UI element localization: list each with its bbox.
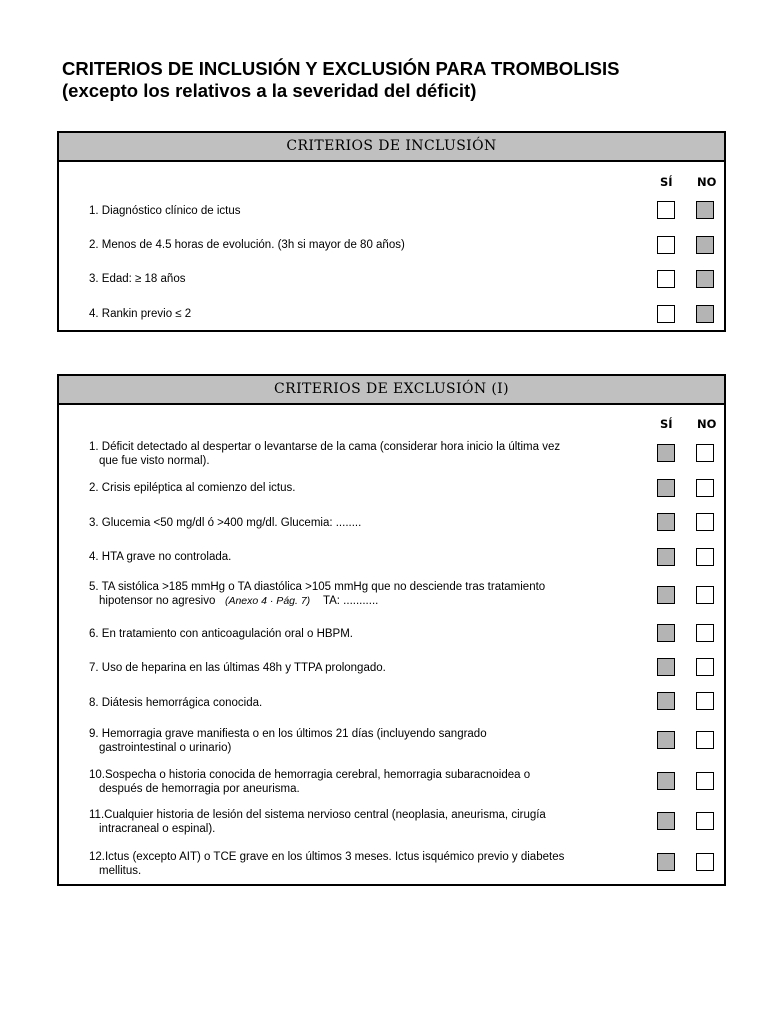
inclusion-panel — [57, 131, 726, 332]
exclusion-item-9-line1: 9. Hemorragia grave manifiesta o en los últimos 21 días (incluyendo sangrado — [89, 728, 487, 740]
inclusion-item-3: 3. Edad: ≥ 18 años — [89, 273, 186, 285]
exclusion-item-11-line1: 11.Cualquier historia de lesión del sistema nervioso central (neoplasia, aneurisma, cirugía — [89, 809, 546, 821]
exclusion-7-no-checkbox[interactable] — [696, 658, 714, 676]
exclusion-item-5-line2 — [89, 594, 629, 608]
exclusion-item-2: 2. Crisis epiléptica al comienzo del ictus. — [89, 482, 296, 494]
exclusion-item-12-line1: 12.Ictus (excepto AIT) o TCE grave en los últimos 3 meses. Ictus isquémico previo y diabetes — [89, 851, 565, 863]
exclusion-item-7: 7. Uso de heparina en las últimas 48h y TTPA prolongado. — [89, 662, 386, 674]
yes-column-header: SÍ — [660, 175, 673, 189]
exclusion-3-yes-checkbox[interactable] — [657, 513, 675, 531]
inclusion-header: CRITERIOS DE INCLUSIÓN — [59, 133, 724, 162]
exclusion-12-yes-checkbox[interactable] — [657, 853, 675, 871]
inclusion-3-yes-checkbox[interactable] — [657, 270, 675, 288]
no-column-header: NO — [697, 175, 717, 189]
exclusion-item-12-line2: mellitus. — [99, 865, 142, 877]
exclusion-6-yes-checkbox[interactable] — [657, 624, 675, 642]
exclusion-9-yes-checkbox[interactable] — [657, 731, 675, 749]
exclusion-item-1-line1: 1. Déficit detectado al despertar o levantarse de la cama (considerar hora inicio la última vez — [89, 441, 561, 453]
exclusion-item-3: 3. Glucemia <50 mg/dl ó >400 mg/dl. Glucemia: ........ — [89, 517, 362, 529]
title-line-2: (excepto los relativos a la severidad del déficit) — [62, 80, 477, 101]
exclusion-item-6: 6. En tratamiento con anticoagulación oral o HBPM. — [89, 628, 354, 640]
exclusion-item-9 — [89, 727, 629, 755]
exclusion-11-no-checkbox[interactable] — [696, 812, 714, 830]
exclusion-item-5-text: hipotensor no agresivo — [99, 595, 216, 607]
exclusion-item-1 — [89, 440, 629, 468]
exclusion-4-no-checkbox[interactable] — [696, 548, 714, 566]
exclusion-header: CRITERIOS DE EXCLUSIÓN (I) — [59, 376, 724, 405]
exclusion-4-yes-checkbox[interactable] — [657, 548, 675, 566]
exclusion-11-yes-checkbox[interactable] — [657, 812, 675, 830]
exclusion-item-4: 4. HTA grave no controlada. — [89, 551, 232, 563]
inclusion-item-4: 4. Rankin previo ≤ 2 — [89, 308, 192, 320]
inclusion-1-yes-checkbox[interactable] — [657, 201, 675, 219]
exclusion-item-1-line2: que fue visto normal). — [99, 455, 210, 467]
document-title — [62, 58, 742, 102]
exclusion-item-9-line2: gastrointestinal o urinario) — [99, 742, 232, 754]
exclusion-item-11 — [89, 808, 629, 836]
exclusion-1-yes-checkbox[interactable] — [657, 444, 675, 462]
exclusion-1-no-checkbox[interactable] — [696, 444, 714, 462]
exclusion-item-10-line1: 10.Sospecha o historia conocida de hemorragia cerebral, hemorragia subaracnoidea o — [89, 769, 531, 781]
exclusion-2-no-checkbox[interactable] — [696, 479, 714, 497]
exclusion-8-yes-checkbox[interactable] — [657, 692, 675, 710]
exclusion-9-no-checkbox[interactable] — [696, 731, 714, 749]
annex-reference: (Anexo 4 · Pág. 7) — [224, 595, 311, 607]
exclusion-7-yes-checkbox[interactable] — [657, 658, 675, 676]
inclusion-2-no-checkbox[interactable] — [696, 236, 714, 254]
inclusion-3-no-checkbox[interactable] — [696, 270, 714, 288]
title-line-1: CRITERIOS DE INCLUSIÓN Y EXCLUSIÓN PARA TROMBOLISIS — [62, 58, 620, 79]
exclusion-panel — [57, 374, 726, 886]
yes-column-header: SÍ — [660, 417, 673, 431]
exclusion-item-5-line1: 5. TA sistólica >185 mmHg o TA diastólica >105 mmHg que no desciende tras tratamiento — [89, 581, 546, 593]
inclusion-item-1: 1. Diagnóstico clínico de ictus — [89, 205, 241, 217]
exclusion-item-11-line2: intracraneal o espinal). — [99, 823, 216, 835]
exclusion-10-yes-checkbox[interactable] — [657, 772, 675, 790]
inclusion-item-2: 2. Menos de 4.5 horas de evolución. (3h si mayor de 80 años) — [89, 239, 405, 251]
exclusion-6-no-checkbox[interactable] — [696, 624, 714, 642]
exclusion-2-yes-checkbox[interactable] — [657, 479, 675, 497]
exclusion-10-no-checkbox[interactable] — [696, 772, 714, 790]
exclusion-item-12 — [89, 850, 629, 878]
inclusion-4-no-checkbox[interactable] — [696, 305, 714, 323]
exclusion-item-5 — [89, 580, 629, 608]
exclusion-item-10 — [89, 768, 629, 796]
exclusion-12-no-checkbox[interactable] — [696, 853, 714, 871]
exclusion-item-8: 8. Diátesis hemorrágica conocida. — [89, 697, 263, 709]
inclusion-4-yes-checkbox[interactable] — [657, 305, 675, 323]
exclusion-3-no-checkbox[interactable] — [696, 513, 714, 531]
exclusion-item-10-line2: después de hemorragia por aneurisma. — [99, 783, 300, 795]
ta-field: TA: ........... — [322, 595, 379, 607]
exclusion-5-yes-checkbox[interactable] — [657, 586, 675, 604]
no-column-header: NO — [697, 417, 717, 431]
exclusion-5-no-checkbox[interactable] — [696, 586, 714, 604]
exclusion-8-no-checkbox[interactable] — [696, 692, 714, 710]
inclusion-1-no-checkbox[interactable] — [696, 201, 714, 219]
inclusion-2-yes-checkbox[interactable] — [657, 236, 675, 254]
